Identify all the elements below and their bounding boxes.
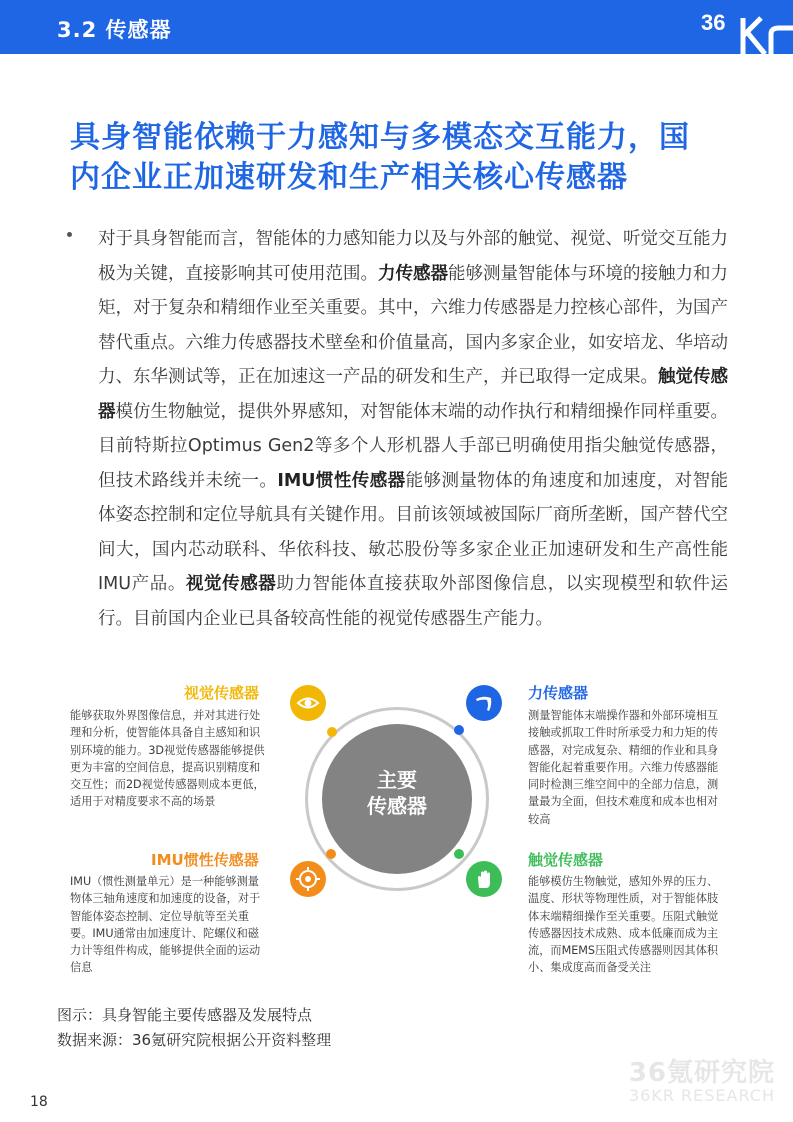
- sensor-diagram: [0, 675, 793, 995]
- vision-card-text: 能够获取外界图像信息，并对其进行处理和分析，使智能体具备自主感知和识别环境的能力。3D视觉传感器能够提供更为丰富的空间信息，提高识别精度和交互性；而2D视觉传感器则成本更低，适用于对精度要求不高的场景: [70, 709, 265, 809]
- headline-line-2: 内企业正加速研发和生产相关核心传感器: [70, 160, 628, 195]
- body-term-vision: 视觉传感器: [185, 574, 277, 594]
- logo-text-36: 36: [701, 10, 726, 35]
- imu-card-title: IMU惯性传感器: [151, 851, 259, 869]
- touch-card-title: 触觉传感器: [528, 851, 604, 869]
- body-term-touch: 触觉传感器: [98, 367, 728, 422]
- headline-line-1: 具身智能依赖于力感知与多模态交互能力，国: [70, 120, 690, 155]
- eye-icon: [290, 685, 326, 721]
- vision-connector-dot: [327, 727, 337, 737]
- force-node: [466, 685, 502, 721]
- force-card-title: 力传感器: [528, 684, 589, 702]
- watermark-cn: 36氪研究院: [628, 1058, 775, 1088]
- touch-card-text: 能够模仿生物触觉，感知外界的压力、温度、形状等物理性质，对于智能体肢体末端精细操作至关重要。压阻式触觉传感器因技术成熟、成本低廉而成为主流，而MEMS压阻式传感器则因其体积小、集成度高而备受关注: [528, 875, 719, 975]
- headline: [70, 118, 750, 198]
- vision-node: [290, 685, 326, 721]
- figure-caption: 图示：具身智能主要传感器及发展特点: [57, 1006, 313, 1024]
- body-paragraph: [98, 222, 728, 636]
- target-icon: [290, 861, 326, 897]
- bullet-icon: [67, 232, 72, 237]
- body-text-1: 对于具身智能而言，智能体的力感知能力以及与外部的触觉、视觉、听觉交互能力极为关键，直接影响其可使用范围。: [98, 229, 728, 284]
- imu-card-text: IMU（惯性测量单元）是一种能够测量物体三轴角速度和加速度的设备，对于智能体姿态控制、定位导航等至关重要。IMU通常由加速度计、陀螺仪和磁力计等组件构成，能够提供全面的运动信息: [70, 875, 261, 975]
- imu-node: [290, 861, 326, 897]
- touch-node: [466, 861, 502, 897]
- body-term-force: 力传感器: [378, 263, 448, 284]
- imu-connector-dot: [326, 849, 336, 859]
- page-number: 18: [30, 1094, 48, 1110]
- body-text-3: 模仿生物触觉，提供外界感知，对智能体末端的动作执行和精细操作同样重要。目前特斯拉Optimus Gen2等多个人形机器人手部已明确使用指尖触觉传感器，但技术路线并未统一。: [98, 401, 728, 491]
- force-card-text: 测量智能体末端操作器和外部环境相互接触或抓取工件时所承受力和力矩的传感器，对完成复杂、精细的作业和具身智能化起着重要作用。六维力传感器能同时检测三维空间中的全部力信息，测量最为全面，但技术难度和成本也相对较高: [528, 709, 719, 826]
- force-connector-dot: [454, 725, 464, 735]
- body-text-5: 助力智能体直接获取外部图像信息，以实现模型和软件运行。目前国内企业已具备较高性能的视觉传感器生产能力。: [98, 574, 729, 629]
- boomerang-icon: [466, 685, 502, 721]
- brand-logo: [683, 0, 793, 54]
- body-text-2: 能够测量智能体与环境的接触力和力矩，对于复杂和精细作业至关重要。其中，六维力传感器是力控核心部件，为国产替代重点。六维力传感器技术壁垒和价值量高，国内多家企业，如安培龙、华培动力、东华测试等，正在加速这一产品的研发和生产，并已取得一定成果。: [98, 263, 728, 387]
- body-term-imu: IMU惯性传感器: [277, 470, 406, 491]
- body-text-4: 能够测量物体的角速度和加速度，对智能体姿态控制和定位导航具有关键作用。目前该领域被国际厂商所垄断，国产替代空间大，国内芯动联科、华依科技、敏芯股份等多家企业正加速研发和生产高性能IMU产品。: [98, 470, 729, 594]
- source-caption: 数据来源：36氪研究院根据公开资料整理: [57, 1031, 332, 1049]
- section-title: 3.2 传感器: [57, 18, 172, 42]
- watermark-en: 36KR RESEARCH: [628, 1086, 775, 1105]
- core-label-line-2: 传感器: [367, 794, 427, 818]
- core-label-line-1: 主要: [377, 768, 417, 792]
- touch-connector-dot: [454, 849, 464, 859]
- hand-icon: [466, 861, 502, 897]
- diagram-core-label: [322, 767, 472, 819]
- vision-card-title: 视觉传感器: [184, 684, 260, 702]
